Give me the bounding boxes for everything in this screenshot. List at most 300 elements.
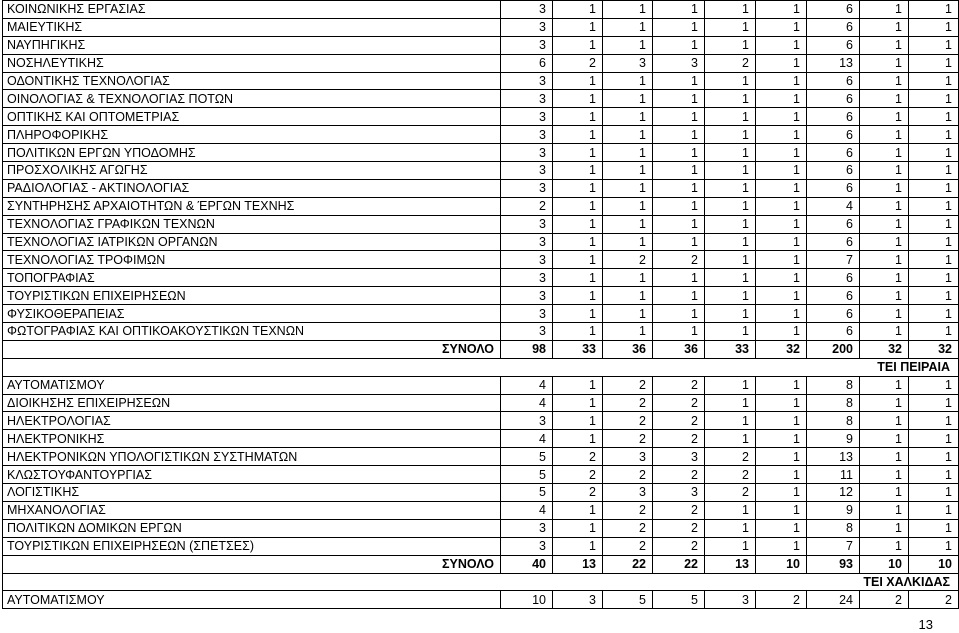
value-cell: 1	[705, 162, 756, 180]
row-label: ΠΟΛΙΤΙΚΩΝ ΔΟΜΙΚΩΝ ΕΡΓΩΝ	[3, 519, 501, 537]
value-cell: 1	[909, 215, 959, 233]
row-label: ΡΑΔΙΟΛΟΓΙΑΣ - ΑΚΤΙΝΟΛΟΓΙΑΣ	[3, 179, 501, 197]
total-value-cell: 13	[705, 555, 756, 573]
total-value-cell: 10	[909, 555, 959, 573]
value-cell: 8	[807, 412, 860, 430]
total-row	[3, 555, 959, 573]
row-label: ΟΔΟΝΤΙΚΗΣ ΤΕΧΝΟΛΟΓΙΑΣ	[3, 72, 501, 90]
table-row	[3, 305, 959, 323]
value-cell: 5	[603, 591, 653, 609]
value-cell: 2	[553, 54, 603, 72]
value-cell: 2	[603, 430, 653, 448]
value-cell: 2	[553, 466, 603, 484]
value-cell: 1	[553, 233, 603, 251]
value-cell: 3	[501, 144, 553, 162]
value-cell: 1	[653, 162, 705, 180]
row-label: ΚΛΩΣΤΟΥΦΑΝΤΟΥΡΓΙΑΣ	[3, 466, 501, 484]
row-label: ΛΟΓΙΣΤΙΚΗΣ	[3, 484, 501, 502]
row-label: ΤΟΥΡΙΣΤΙΚΩΝ ΕΠΙΧΕΙΡΗΣΕΩΝ	[3, 287, 501, 305]
value-cell: 2	[705, 484, 756, 502]
value-cell: 1	[603, 233, 653, 251]
value-cell: 1	[756, 90, 807, 108]
value-cell: 3	[501, 72, 553, 90]
value-cell: 1	[860, 323, 909, 341]
value-cell: 1	[860, 72, 909, 90]
value-cell: 1	[909, 484, 959, 502]
value-cell: 1	[603, 179, 653, 197]
value-cell: 1	[860, 215, 909, 233]
table-row	[3, 1, 959, 19]
table-row	[3, 466, 959, 484]
value-cell: 1	[860, 54, 909, 72]
value-cell: 1	[705, 323, 756, 341]
value-cell: 1	[860, 144, 909, 162]
value-cell: 1	[705, 144, 756, 162]
value-cell: 3	[501, 251, 553, 269]
value-cell: 1	[653, 287, 705, 305]
value-cell: 6	[807, 72, 860, 90]
table-row	[3, 269, 959, 287]
value-cell: 6	[807, 90, 860, 108]
value-cell: 6	[807, 179, 860, 197]
value-cell: 1	[909, 233, 959, 251]
value-cell: 12	[807, 484, 860, 502]
total-value-cell: 32	[860, 340, 909, 358]
table-body	[3, 1, 959, 609]
value-cell: 1	[756, 197, 807, 215]
value-cell: 1	[909, 448, 959, 466]
value-cell: 1	[553, 519, 603, 537]
value-cell: 3	[501, 108, 553, 126]
value-cell: 3	[501, 537, 553, 555]
value-cell: 4	[501, 394, 553, 412]
value-cell: 6	[807, 108, 860, 126]
value-cell: 6	[807, 215, 860, 233]
value-cell: 1	[705, 126, 756, 144]
value-cell: 1	[553, 90, 603, 108]
row-label: ΤΕΧΝΟΛΟΓΙΑΣ ΙΑΤΡΙΚΩΝ ΟΡΓΑΝΩΝ	[3, 233, 501, 251]
value-cell: 1	[603, 162, 653, 180]
value-cell: 1	[653, 179, 705, 197]
value-cell: 1	[653, 72, 705, 90]
value-cell: 6	[807, 162, 860, 180]
value-cell: 1	[756, 54, 807, 72]
value-cell: 1	[553, 323, 603, 341]
value-cell: 1	[603, 323, 653, 341]
value-cell: 1	[860, 126, 909, 144]
value-cell: 6	[807, 1, 860, 19]
total-value-cell: 98	[501, 340, 553, 358]
value-cell: 1	[909, 72, 959, 90]
value-cell: 1	[553, 126, 603, 144]
value-cell: 9	[807, 501, 860, 519]
value-cell: 6	[501, 54, 553, 72]
table-row	[3, 108, 959, 126]
value-cell: 1	[705, 537, 756, 555]
value-cell: 7	[807, 537, 860, 555]
value-cell: 1	[756, 519, 807, 537]
value-cell: 1	[909, 519, 959, 537]
value-cell: 1	[909, 90, 959, 108]
value-cell: 1	[860, 287, 909, 305]
value-cell: 1	[705, 197, 756, 215]
value-cell: 2	[653, 430, 705, 448]
value-cell: 1	[909, 269, 959, 287]
value-cell: 1	[860, 430, 909, 448]
value-cell: 1	[653, 269, 705, 287]
value-cell: 1	[756, 269, 807, 287]
value-cell: 1	[756, 233, 807, 251]
value-cell: 1	[553, 36, 603, 54]
value-cell: 1	[909, 501, 959, 519]
value-cell: 2	[653, 466, 705, 484]
value-cell: 4	[501, 376, 553, 394]
row-label: ΚΟΙΝΩΝΙΚΗΣ ΕΡΓΑΣΙΑΣ	[3, 1, 501, 19]
value-cell: 1	[756, 394, 807, 412]
value-cell: 1	[553, 72, 603, 90]
row-label: ΣΥΝΤΗΡΗΣΗΣ ΑΡΧΑΙΟΤΗΤΩΝ & ΈΡΓΩΝ ΤΕΧΝΗΣ	[3, 197, 501, 215]
value-cell: 2	[603, 501, 653, 519]
value-cell: 1	[603, 126, 653, 144]
value-cell: 1	[705, 394, 756, 412]
table-row	[3, 18, 959, 36]
table-row	[3, 162, 959, 180]
value-cell: 2	[653, 501, 705, 519]
value-cell: 1	[553, 287, 603, 305]
value-cell: 10	[501, 591, 553, 609]
row-label: ΔΙΟΙΚΗΣΗΣ ΕΠΙΧΕΙΡΗΣΕΩΝ	[3, 394, 501, 412]
value-cell: 3	[501, 162, 553, 180]
value-cell: 1	[909, 430, 959, 448]
value-cell: 1	[756, 162, 807, 180]
value-cell: 1	[756, 126, 807, 144]
value-cell: 1	[909, 1, 959, 19]
table-row	[3, 519, 959, 537]
value-cell: 1	[860, 233, 909, 251]
value-cell: 1	[705, 72, 756, 90]
table-row	[3, 591, 959, 609]
value-cell: 1	[553, 215, 603, 233]
value-cell: 1	[653, 36, 705, 54]
row-label: ΜΗΧΑΝΟΛΟΓΙΑΣ	[3, 501, 501, 519]
data-table	[2, 0, 959, 609]
value-cell: 1	[909, 287, 959, 305]
value-cell: 1	[909, 251, 959, 269]
value-cell: 2	[653, 251, 705, 269]
value-cell: 1	[705, 90, 756, 108]
value-cell: 1	[653, 108, 705, 126]
value-cell: 1	[705, 305, 756, 323]
value-cell: 1	[909, 18, 959, 36]
value-cell: 5	[653, 591, 705, 609]
row-label: ΤΕΧΝΟΛΟΓΙΑΣ ΓΡΑΦΙΚΩΝ ΤΕΧΝΩΝ	[3, 215, 501, 233]
value-cell: 8	[807, 376, 860, 394]
table-row	[3, 215, 959, 233]
value-cell: 1	[756, 36, 807, 54]
row-label: ΤΟΠΟΓΡΑΦΙΑΣ	[3, 269, 501, 287]
value-cell: 3	[603, 54, 653, 72]
value-cell: 1	[553, 394, 603, 412]
value-cell: 1	[553, 179, 603, 197]
value-cell: 1	[860, 376, 909, 394]
value-cell: 1	[603, 18, 653, 36]
value-cell: 24	[807, 591, 860, 609]
value-cell: 1	[860, 484, 909, 502]
value-cell: 13	[807, 54, 860, 72]
value-cell: 1	[705, 376, 756, 394]
value-cell: 1	[705, 501, 756, 519]
value-cell: 1	[860, 501, 909, 519]
total-value-cell: 33	[553, 340, 603, 358]
value-cell: 1	[653, 197, 705, 215]
value-cell: 7	[807, 251, 860, 269]
row-label: ΜΑΙΕΥΤΙΚΗΣ	[3, 18, 501, 36]
table-row	[3, 36, 959, 54]
value-cell: 6	[807, 233, 860, 251]
value-cell: 1	[756, 108, 807, 126]
value-cell: 1	[553, 412, 603, 430]
value-cell: 1	[653, 323, 705, 341]
value-cell: 1	[603, 108, 653, 126]
row-label: ΦΥΣΙΚΟΘΕΡΑΠΕΙΑΣ	[3, 305, 501, 323]
value-cell: 6	[807, 269, 860, 287]
value-cell: 2	[553, 484, 603, 502]
row-label: ΟΠΤΙΚΗΣ ΚΑΙ ΟΠΤΟΜΕΤΡΙΑΣ	[3, 108, 501, 126]
row-label: ΦΩΤΟΓΡΑΦΙΑΣ ΚΑΙ ΟΠΤΙΚΟΑΚΟΥΣΤΙΚΩΝ ΤΕΧΝΩΝ	[3, 323, 501, 341]
value-cell: 1	[909, 376, 959, 394]
value-cell: 1	[756, 537, 807, 555]
value-cell: 1	[653, 215, 705, 233]
table-row	[3, 179, 959, 197]
value-cell: 6	[807, 36, 860, 54]
value-cell: 1	[705, 179, 756, 197]
value-cell: 1	[756, 376, 807, 394]
value-cell: 1	[553, 269, 603, 287]
value-cell: 9	[807, 430, 860, 448]
total-label: ΣΥΝΟΛΟ	[3, 340, 501, 358]
value-cell: 1	[756, 305, 807, 323]
total-value-cell: 200	[807, 340, 860, 358]
value-cell: 1	[553, 501, 603, 519]
value-cell: 1	[553, 144, 603, 162]
value-cell: 3	[501, 287, 553, 305]
value-cell: 1	[653, 305, 705, 323]
value-cell: 1	[705, 1, 756, 19]
value-cell: 2	[603, 519, 653, 537]
total-value-cell: 22	[603, 555, 653, 573]
value-cell: 1	[909, 108, 959, 126]
value-cell: 4	[501, 430, 553, 448]
value-cell: 2	[909, 591, 959, 609]
value-cell: 11	[807, 466, 860, 484]
value-cell: 1	[653, 126, 705, 144]
value-cell: 3	[553, 591, 603, 609]
value-cell: 6	[807, 126, 860, 144]
value-cell: 1	[756, 412, 807, 430]
value-cell: 2	[603, 376, 653, 394]
row-label: ΤΕΧΝΟΛΟΓΙΑΣ ΤΡΟΦΙΜΩΝ	[3, 251, 501, 269]
value-cell: 3	[653, 448, 705, 466]
value-cell: 1	[653, 144, 705, 162]
value-cell: 1	[653, 90, 705, 108]
total-row	[3, 340, 959, 358]
table-row	[3, 126, 959, 144]
value-cell: 2	[653, 537, 705, 555]
value-cell: 6	[807, 287, 860, 305]
value-cell: 1	[553, 197, 603, 215]
value-cell: 1	[860, 18, 909, 36]
value-cell: 1	[909, 54, 959, 72]
value-cell: 2	[653, 412, 705, 430]
value-cell: 2	[501, 197, 553, 215]
value-cell: 1	[756, 466, 807, 484]
value-cell: 2	[705, 466, 756, 484]
value-cell: 3	[501, 269, 553, 287]
value-cell: 1	[909, 412, 959, 430]
value-cell: 1	[756, 484, 807, 502]
total-value-cell: 93	[807, 555, 860, 573]
value-cell: 1	[860, 537, 909, 555]
value-cell: 1	[860, 466, 909, 484]
row-label: ΠΛΗΡΟΦΟΡΙΚΗΣ	[3, 126, 501, 144]
total-value-cell: 10	[860, 555, 909, 573]
table-row	[3, 251, 959, 269]
value-cell: 1	[756, 215, 807, 233]
value-cell: 1	[909, 36, 959, 54]
value-cell: 2	[705, 448, 756, 466]
value-cell: 1	[653, 233, 705, 251]
value-cell: 2	[603, 412, 653, 430]
value-cell: 3	[653, 54, 705, 72]
value-cell: 1	[553, 305, 603, 323]
value-cell: 2	[653, 376, 705, 394]
table-row	[3, 323, 959, 341]
value-cell: 1	[553, 1, 603, 19]
value-cell: 3	[501, 323, 553, 341]
value-cell: 1	[909, 126, 959, 144]
value-cell: 5	[501, 466, 553, 484]
value-cell: 1	[860, 197, 909, 215]
value-cell: 3	[501, 215, 553, 233]
value-cell: 3	[653, 484, 705, 502]
value-cell: 1	[860, 36, 909, 54]
value-cell: 1	[860, 108, 909, 126]
value-cell: 1	[653, 18, 705, 36]
value-cell: 1	[860, 162, 909, 180]
section-title: ΤΕΙ ΧΑΛΚΙΔΑΣ	[3, 573, 959, 591]
value-cell: 5	[501, 484, 553, 502]
total-value-cell: 13	[553, 555, 603, 573]
value-cell: 1	[756, 1, 807, 19]
value-cell: 3	[501, 1, 553, 19]
value-cell: 6	[807, 305, 860, 323]
value-cell: 1	[603, 144, 653, 162]
section-title: ΤΕΙ ΠΕΙΡΑΙΑ	[3, 358, 959, 376]
value-cell: 4	[501, 501, 553, 519]
value-cell: 1	[553, 18, 603, 36]
row-label: ΝΑΥΠΗΓΙΚΗΣ	[3, 36, 501, 54]
value-cell: 2	[860, 591, 909, 609]
value-cell: 1	[705, 251, 756, 269]
value-cell: 1	[653, 1, 705, 19]
value-cell: 1	[860, 412, 909, 430]
total-value-cell: 36	[603, 340, 653, 358]
value-cell: 1	[909, 197, 959, 215]
value-cell: 1	[603, 72, 653, 90]
row-label: ΤΟΥΡΙΣΤΙΚΩΝ ΕΠΙΧΕΙΡΗΣΕΩΝ (ΣΠΕΤΣΕΣ)	[3, 537, 501, 555]
value-cell: 2	[603, 251, 653, 269]
row-label: ΗΛΕΚΤΡΟΝΙΚΩΝ ΥΠΟΛΟΓΙΣΤΙΚΩΝ ΣΥΣΤΗΜΑΤΩΝ	[3, 448, 501, 466]
table-row	[3, 412, 959, 430]
value-cell: 1	[860, 394, 909, 412]
row-label: ΗΛΕΚΤΡΟΛΟΓΙΑΣ	[3, 412, 501, 430]
value-cell: 1	[603, 269, 653, 287]
value-cell: 1	[909, 179, 959, 197]
value-cell: 1	[909, 323, 959, 341]
value-cell: 1	[756, 287, 807, 305]
total-value-cell: 40	[501, 555, 553, 573]
value-cell: 1	[860, 448, 909, 466]
table-row	[3, 233, 959, 251]
table-row	[3, 537, 959, 555]
table-row	[3, 484, 959, 502]
value-cell: 1	[756, 448, 807, 466]
table-row	[3, 394, 959, 412]
table-row	[3, 376, 959, 394]
value-cell: 13	[807, 448, 860, 466]
value-cell: 1	[603, 287, 653, 305]
table-row	[3, 72, 959, 90]
value-cell: 1	[909, 537, 959, 555]
value-cell: 1	[756, 144, 807, 162]
value-cell: 1	[756, 323, 807, 341]
value-cell: 1	[860, 519, 909, 537]
table-row	[3, 197, 959, 215]
value-cell: 2	[553, 448, 603, 466]
row-label: ΟΙΝΟΛΟΓΙΑΣ & ΤΕΧΝΟΛΟΓΙΑΣ ΠΟΤΩΝ	[3, 90, 501, 108]
value-cell: 3	[603, 448, 653, 466]
total-value-cell: 10	[756, 555, 807, 573]
value-cell: 1	[909, 394, 959, 412]
table-row	[3, 287, 959, 305]
value-cell: 1	[553, 162, 603, 180]
value-cell: 1	[756, 72, 807, 90]
value-cell: 1	[909, 162, 959, 180]
value-cell: 1	[705, 108, 756, 126]
value-cell: 1	[909, 305, 959, 323]
value-cell: 1	[553, 108, 603, 126]
value-cell: 1	[756, 179, 807, 197]
value-cell: 3	[501, 36, 553, 54]
page-number: 13	[918, 617, 933, 632]
value-cell: 1	[705, 18, 756, 36]
value-cell: 8	[807, 519, 860, 537]
value-cell: 2	[603, 466, 653, 484]
value-cell: 3	[501, 179, 553, 197]
value-cell: 3	[603, 484, 653, 502]
value-cell: 1	[705, 233, 756, 251]
table-row	[3, 54, 959, 72]
total-value-cell: 32	[756, 340, 807, 358]
value-cell: 6	[807, 323, 860, 341]
value-cell: 3	[501, 305, 553, 323]
value-cell: 2	[603, 537, 653, 555]
row-label: ΑΥΤΟΜΑΤΙΣΜΟΥ	[3, 376, 501, 394]
value-cell: 1	[603, 305, 653, 323]
value-cell: 3	[501, 18, 553, 36]
total-label: ΣΥΝΟΛΟ	[3, 555, 501, 573]
value-cell: 6	[807, 18, 860, 36]
